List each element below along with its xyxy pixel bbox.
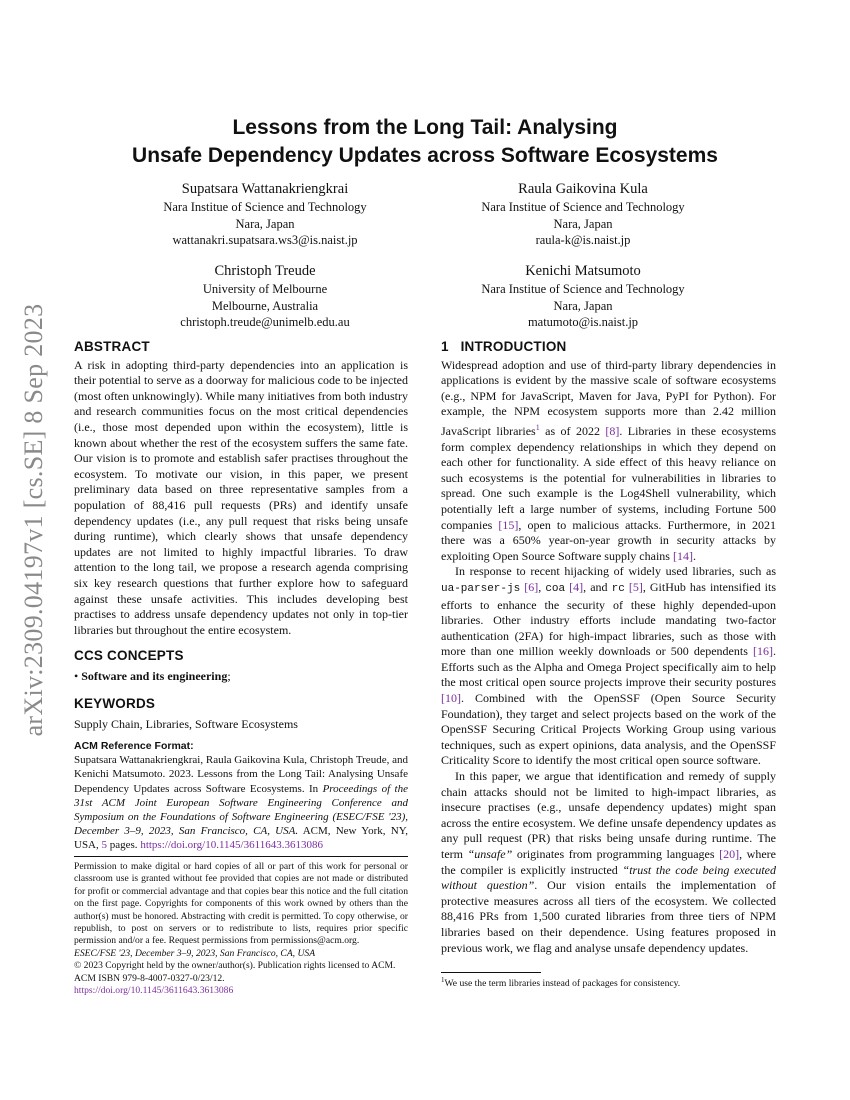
author-location: Nara, Japan bbox=[553, 298, 613, 313]
author-name: Kenichi Matsumoto bbox=[525, 263, 641, 279]
intro-paragraph-1 bbox=[441, 358, 776, 565]
emphasis-quote: “trust the code being executed without question” bbox=[441, 862, 776, 893]
introduction-section bbox=[441, 339, 776, 956]
author-affiliation: Nara Institue of Science and Technology bbox=[481, 282, 685, 296]
footnote-divider bbox=[441, 972, 541, 973]
author-location: Nara, Japan bbox=[553, 216, 613, 231]
arxiv-stamp-text: arXiv:2309.04197v1 [cs.SE] 8 Sep 2023 bbox=[19, 303, 48, 737]
abstract-section bbox=[74, 339, 408, 638]
citation-link[interactable]: [6] bbox=[524, 579, 539, 594]
permission-divider bbox=[74, 856, 408, 857]
footnote-body: We use the term libraries instead of packages for consistency. bbox=[444, 978, 681, 990]
text-run: Widespread adoption and use of third-party library dependencies in applications is evident by the massive scale of software ecosystems (e.g., NPM for JavaScript, Maven for Java, PyPI for Python). For example, the NPM ecosystem supports more than 2.42 million JavaScript libraries bbox=[441, 357, 776, 438]
title-line-1: Lessons from the Long Tail: Analysing bbox=[232, 116, 618, 139]
ccs-concepts bbox=[74, 669, 408, 685]
code-library-name: rc bbox=[611, 582, 625, 595]
citation-link[interactable]: [16] bbox=[753, 644, 773, 659]
code-library-name: coa bbox=[545, 582, 566, 595]
citation-link[interactable]: [10] bbox=[441, 691, 461, 706]
acm-ref-doi-link[interactable]: https://doi.org/10.1145/3611643.3613086 bbox=[140, 839, 323, 852]
acm-ref-pages: pages. bbox=[107, 839, 141, 852]
intro-paragraph-3 bbox=[441, 769, 776, 956]
ccs-section bbox=[74, 648, 408, 684]
intro-paragraph-2: In response to recent hijacking of widely used libraries, such as ua-parser-js [6], coa [4], and rc [5], GitHub has intensified its efforts to enhance the security of these highly depended-upon libraries. Other industry efforts include mandating two-factor authentication (2FA) for high-impact libraries, such as those with more than one million weekly downloads or 500 dependents [16]. Efforts such as the Alpha and Omega Project specifically aim to help the most critical open source projects improve their security postures [10]. Combined with the OpenSSF (Open Source Security Foundation), they target and select projects based on the work of the OpenSSF Securing Critical Projects Working Group using various techniques, such as expert opinions, data analysis, and the OpenSSF Criticality Score to identify the most critical open source software. bbox=[441, 564, 777, 768]
acm-ref-text bbox=[74, 753, 408, 852]
author-email: matumoto@is.naist.jp bbox=[527, 315, 639, 329]
title-line-2: Unsafe Dependency Updates across Software Ecosystems bbox=[132, 144, 718, 167]
permission-block bbox=[74, 861, 408, 997]
acm-ref-heading: ACM Reference Format: bbox=[74, 740, 194, 752]
author-block-3 bbox=[100, 262, 430, 331]
author-name: Christoph Treude bbox=[214, 263, 316, 279]
acm-ref-pages-link[interactable]: 5 bbox=[101, 839, 108, 852]
arxiv-stamp bbox=[14, 303, 54, 737]
paper-title bbox=[0, 114, 850, 170]
ccs-tail: ; bbox=[227, 668, 231, 683]
author-email: christoph.treude@unimelb.edu.au bbox=[180, 315, 350, 329]
footnote bbox=[441, 974, 776, 991]
author-name: Supatsara Wattanakriengkrai bbox=[181, 181, 349, 197]
text-run: . Libraries in these ecosystems form complex dependency relationships in which they depend on each other for functionality. A side effect of this heavy reliance on such ecosystems is the potential for vulnerabilities in libraries to spread. One such example is the Log4Shell vulnerability, which potentially left a large number of systems, including Fortune 500 companies bbox=[441, 423, 776, 532]
acm-ref-authors: Supatsara Wattanakriengkrai, Raula Gaikovina Kula, Christoph Treude, and Kenichi Matsumoto. 2023. Lessons from the Long Tail: Analysing Unsafe Dependency Updates across Software Ecosystems. In bbox=[74, 754, 408, 795]
citation-link[interactable]: [5] bbox=[628, 579, 643, 594]
author-email: raula-k@is.naist.jp bbox=[535, 233, 631, 247]
citation-link[interactable]: [8] bbox=[605, 423, 620, 438]
abstract-text: A risk in adopting third-party dependencies into an application is their potential to serve as a doorway for malicious code to be injected (most often unknowingly). While many initiatives from both industry and research communities focus on the most critical dependencies (i.e., those most depended upon within the ecosystem), little is known about whether the rest of the ecosystem suffers the same fate. Our vision is to promote and establish safer practises throughout the ecosystem. To motivate our vision, in this paper, we present preliminary data based on three representative samples from a population of 88,416 pull requests (PRs) and identify unsafe dependency updates (i.e., any pull request that risks being unsafe during runtime), which clearly shows that unsafe dependency updates are not limited to highly impactful libraries. To draw attention to the long tail, we propose a research agenda comprising six key research questions that further explore how to safeguard against these unsafe activities. This includes developing best practises to address unsafe dependency updates not only in top-tier libraries but throughout the entire ecosystem. bbox=[74, 357, 408, 637]
text-run: originates from programming languages bbox=[512, 847, 720, 861]
footnote-marker[interactable]: 1 bbox=[535, 422, 540, 432]
author-location: Nara, Japan bbox=[235, 216, 295, 231]
acm-ref-proceedings: Proceedings of the 31st ACM Joint European Software Engineering Conference and Symposium on the Foundations of Software Engineering (ESEC/FSE '23), December 3–9, 2023, San Francisco, CA, USA. bbox=[74, 782, 408, 838]
text-run: In this paper, we argue that identification and remedy of supply chain attacks should not be limited to high-impact libraries, as insecure practises (e.g., unsafe dependency updates) might span across the entire ecosystem. We define unsafe dependency updates as any pull request (PR) that risks being unsafe during runtime. The term bbox=[441, 769, 776, 861]
citation-link[interactable]: [20] bbox=[719, 847, 740, 861]
abstract-heading: ABSTRACT bbox=[74, 339, 150, 354]
citation-link[interactable]: [4] bbox=[569, 579, 584, 594]
keywords-text: Supply Chain, Libraries, Software Ecosystems bbox=[74, 716, 298, 731]
permission-venue: ESEC/FSE '23, December 3–9, 2023, San Francisco, CA, USA bbox=[74, 947, 316, 959]
intro-heading bbox=[441, 339, 776, 355]
acm-ref-publisher: ACM, New York, NY, USA, bbox=[74, 825, 408, 852]
permission-text: Permission to make digital or hard copies of all or part of this work for personal or classroom use is granted without fee provided that copies are not made or distributed for profit or commercial advantage and that copies bear this notice and the full citation on the first page. Copyrights for components of this work owned by others than the author(s) must be honored. Abstracting with credit is permitted. To copy otherwise, or republish, to post on servers or to redistribute to lists, requires prior specific permission and/or a fee. Request permissions from permissions@acm.org. bbox=[74, 861, 408, 947]
author-block-1 bbox=[100, 180, 430, 249]
acm-reference bbox=[74, 739, 408, 853]
author-affiliation: Nara Institue of Science and Technology bbox=[163, 200, 367, 214]
text-run: , and bbox=[583, 579, 612, 594]
keywords-section bbox=[74, 696, 408, 732]
intro-heading-number: 1 bbox=[441, 339, 449, 354]
footnote-text bbox=[441, 974, 776, 991]
intro-heading-text: INTRODUCTION bbox=[460, 339, 567, 354]
text-run: , where the compiler is explicitly instructed bbox=[441, 847, 776, 877]
text-run: . Efforts such as the Alpha and Omega Project specifically aim to help the most critical open source projects improve their security postures bbox=[441, 644, 776, 690]
text-run: In response to recent hijacking of widely used libraries, such as bbox=[455, 564, 776, 579]
permission-isbn: ACM ISBN 979-8-4007-0327-0/23/12. bbox=[74, 972, 225, 984]
emphasis-unsafe: “unsafe” bbox=[467, 847, 513, 861]
code-library-name: ua-parser-js bbox=[441, 582, 521, 595]
text-run: . bbox=[692, 548, 696, 563]
text-run: . Our vision entails the implementation of protective measures across all tiers of the ecosystem. We collected 88,416 PRs from 1,500 curated libraries from three tiers of NPM libraries based on their dependence. Using features proposed in previous work, we flag and analyse unsafe dependency updates. bbox=[441, 878, 777, 955]
author-email: wattanakri.supatsara.ws3@is.naist.jp bbox=[172, 233, 358, 247]
keywords-heading: KEYWORDS bbox=[74, 696, 156, 711]
author-name: Raula Gaikovina Kula bbox=[518, 181, 648, 197]
author-affiliation: University of Melbourne bbox=[202, 282, 328, 296]
text-run: as of 2022 bbox=[539, 423, 606, 438]
ccs-heading: CCS CONCEPTS bbox=[74, 648, 184, 663]
citation-link[interactable]: [14] bbox=[672, 548, 693, 563]
text-run: , open to malicious attacks. Furthermore, in 2021 there was a 650% year-on-year growth in security attacks by exploiting Open Source Software supply chains bbox=[441, 517, 776, 563]
citation-link[interactable]: [15] bbox=[498, 517, 519, 532]
author-affiliation: Nara Institue of Science and Technology bbox=[481, 200, 685, 214]
text-run: , GitHub has intensified its efforts to enhance the security of these highly depended-upon libraries. Other industry efforts include mandating two-factor authentication (2FA) for high-impact libraries, such as those with more than one million weekly downloads or 500 dependents bbox=[441, 579, 777, 659]
text-run: . Combined with the OpenSSF (Open Source Security Foundation), they target and select projects based on the work of the OpenSSF Securing Critical Projects Working Group using various techniques, such as expert opinions, data analysis, and the OpenSSF Criticality Score to identify the most critical open source software. bbox=[441, 691, 776, 768]
ccs-item: Software and its engineering bbox=[81, 668, 228, 683]
permission-doi-link[interactable]: https://doi.org/10.1145/3611643.3613086 bbox=[74, 985, 234, 997]
ccs-bullet: • bbox=[74, 668, 79, 683]
permission-copyright: © 2023 Copyright held by the owner/author(s). Publication rights licensed to ACM. bbox=[74, 960, 396, 972]
author-block-2 bbox=[418, 180, 748, 249]
author-block-4 bbox=[418, 262, 748, 331]
author-location: Melbourne, Australia bbox=[211, 298, 319, 313]
footnote-mark: 1 bbox=[441, 976, 445, 984]
